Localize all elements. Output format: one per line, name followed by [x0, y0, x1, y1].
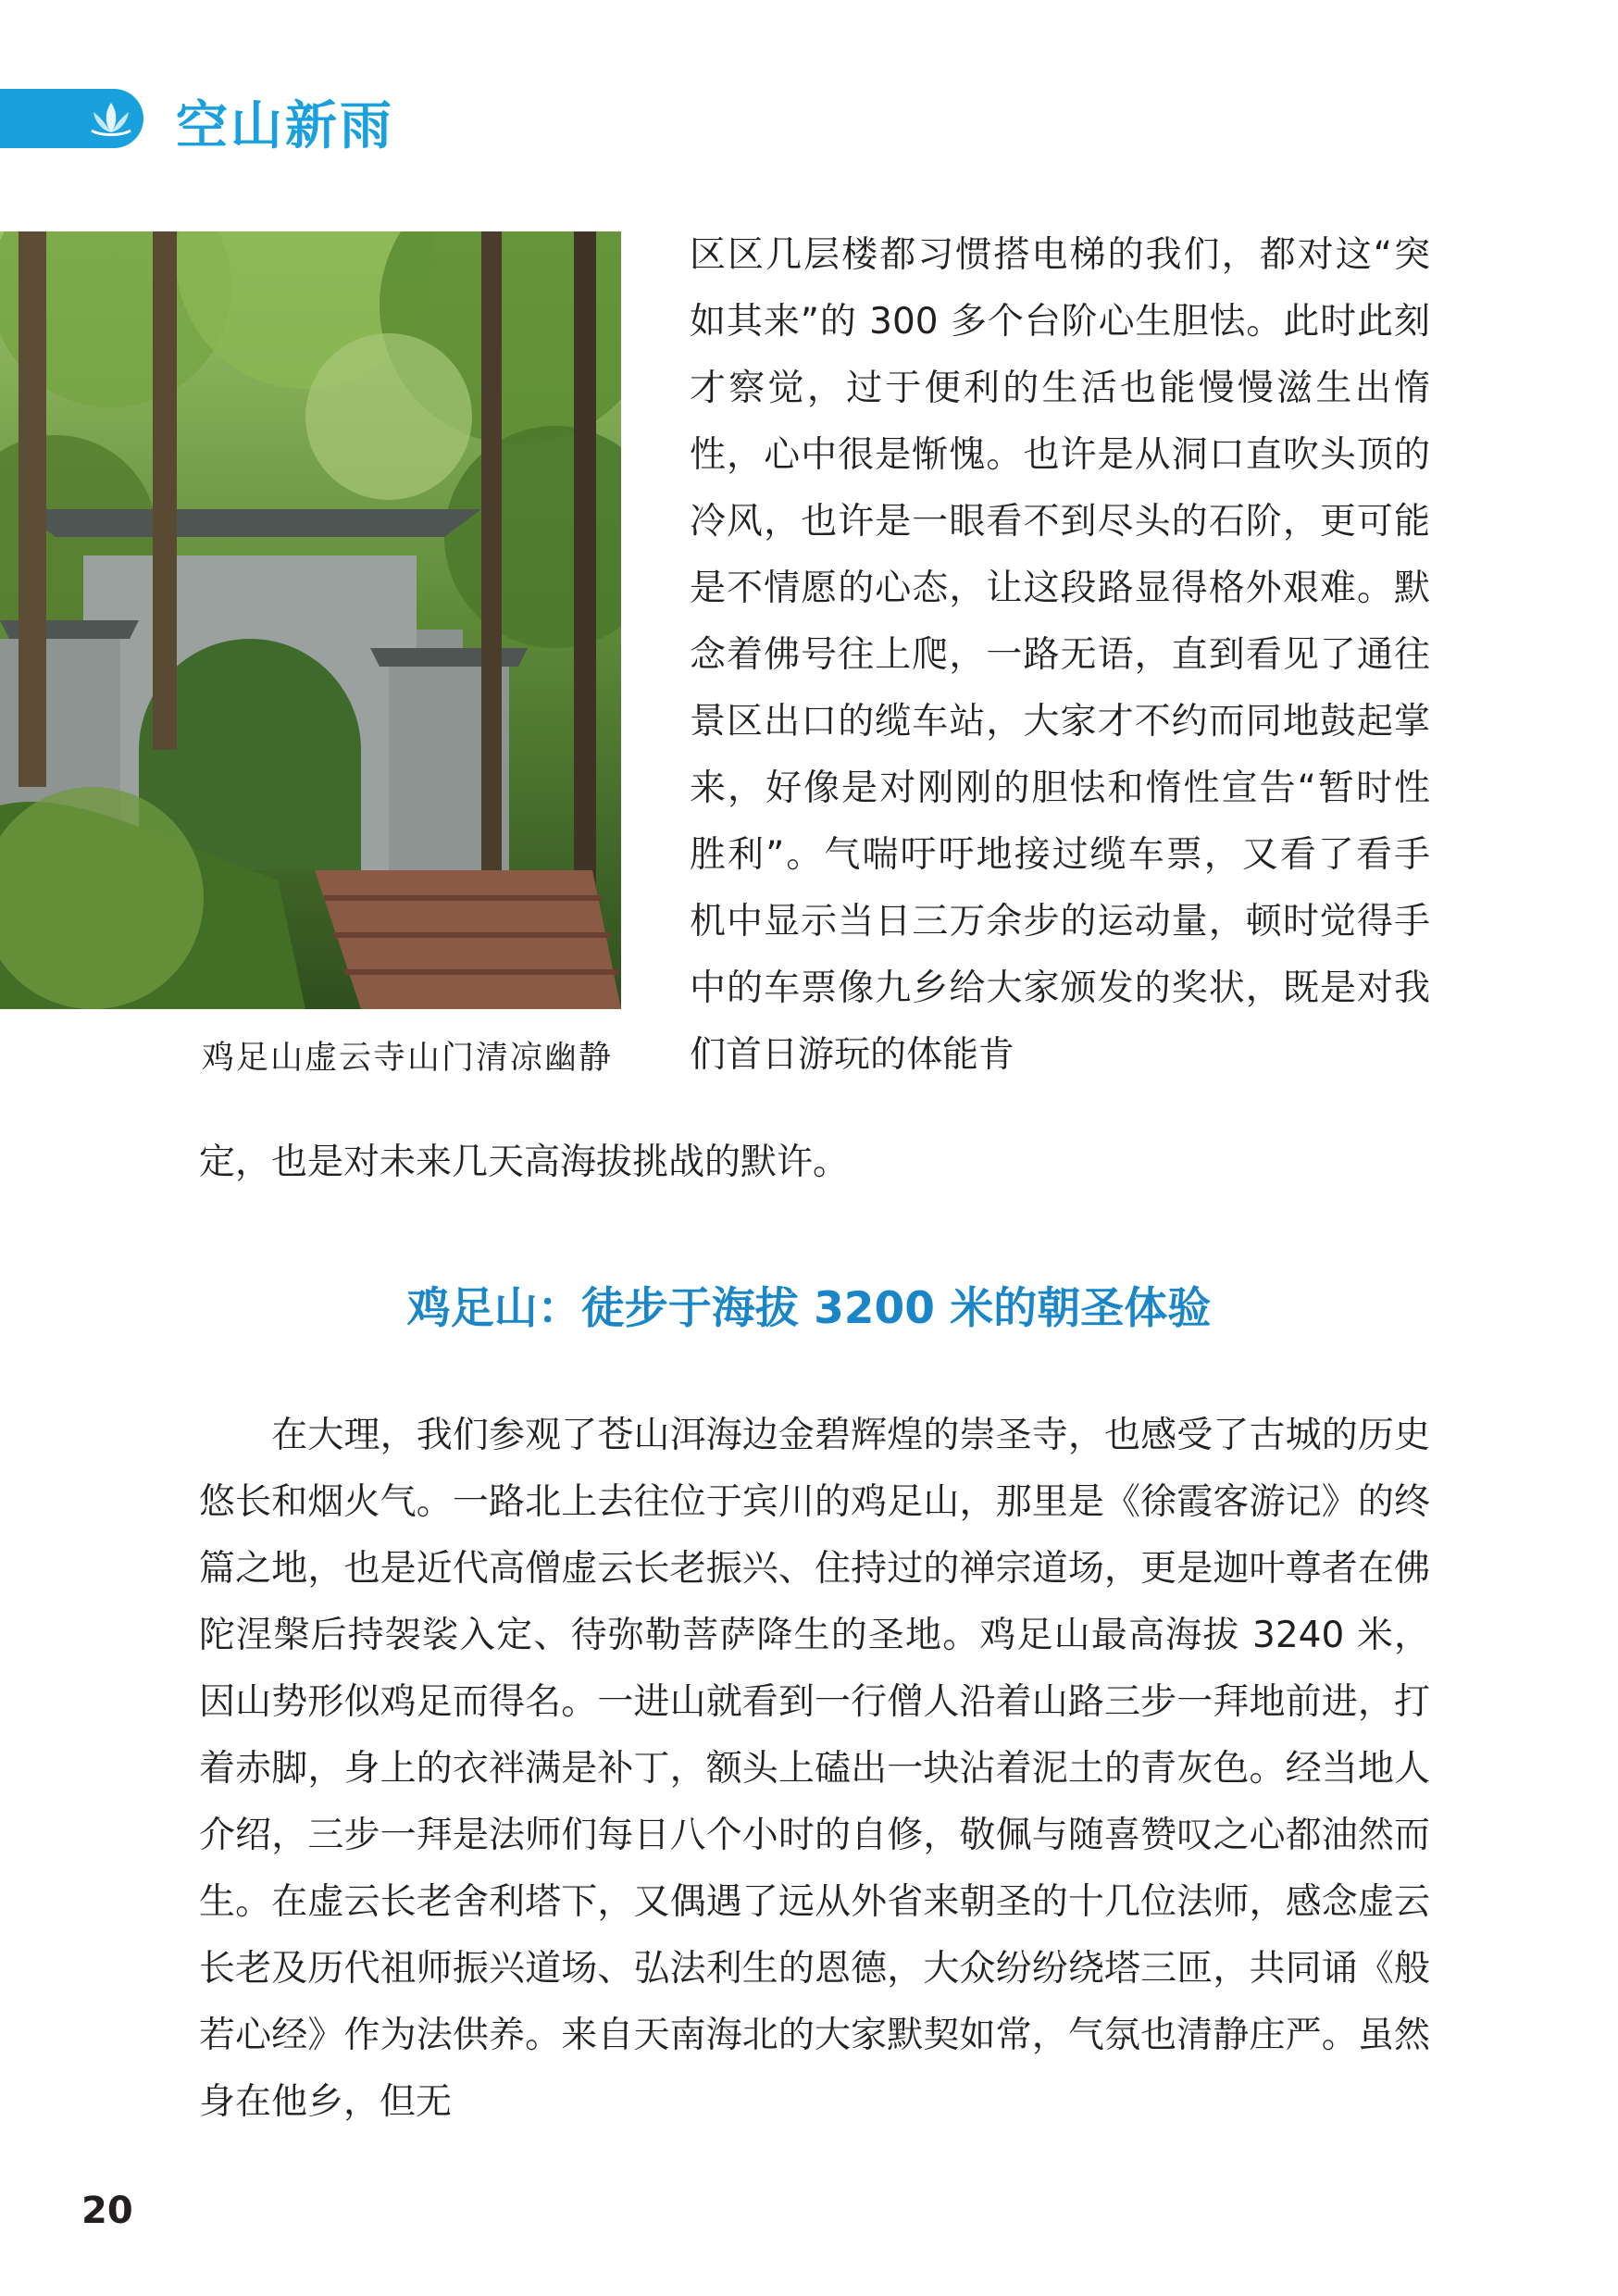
subheading: 鸡足山：徒步于海拔 3200 米的朝圣体验: [406, 1283, 1212, 1334]
body-paragraph-tail: 定，也是对未来几天高海拔挑战的默许。: [199, 1142, 850, 1183]
section-title: 空山新雨: [176, 96, 394, 156]
body-paragraph-main: 在大理，我们参观了苍山洱海边金碧辉煌的崇圣寺，也感受了古城的历史悠长和烟火气。一路北上去往位于宾川的鸡足山，那里是《徐霞客游记》的终篇之地，也是近代高僧虚云长老振兴、住持过的禅宗道场，更是迦叶尊者在佛陀涅槃后持袈裟入定、待弥勒菩萨降生的圣地。鸡足山最高海拔 3240 米，因山势形似鸡足而得名。一进山就看到一行僧人沿着山路三步一拜地前进，打着赤脚，身上的衣袢满是补丁，额头上磕出一块沾着泥土的青灰色。经当地人介绍，三步一拜是法师们每日八个小时的自修，敬佩与随喜赞叹之心都油然而生。在虚云长老舍利塔下，又偶遇了远从外省来朝圣的十几位法师，感念虚云长老及历代祖师振兴道场、弘法利生的恩德，大众纷纷绕塔三匝，共同诵《般若心经》作为法供养。来自天南海北的大家默契如常，气氛也清静庄严。虽然身在他乡，但无: [199, 1415, 1430, 2123]
lotus-icon: [88, 99, 134, 140]
page-number: 20: [81, 2190, 133, 2232]
temple-gate-photo: [0, 231, 621, 1009]
body-paragraph-column: 区区几层楼都习惯搭电梯的我们，都对这“突如其来”的 300 多个台阶心生胆怯。此时此刻才察觉，过于便利的生活也能慢慢滋生出惰性，心中很是惭愧。也许是从洞口直吹头顶的冷风，也许是一眼看不到尽头的石阶，更可能是不情愿的心态，让这段路显得格外艰难。默念着佛号往上爬，一路无语，直到看见了通往景区出口的缆车站，大家才不约而同地鼓起掌来，好像是对刚刚的胆怯和惰性宣告“暂时性胜利”。气喘吁吁地接过缆车票，又看了看手机中显示当日三万余步的运动量，顿时觉得手中的车票像九乡给大家颁发的奖状，既是对我们首日游玩的体能肯: [690, 234, 1430, 1076]
photo-caption: 鸡足山虚云寺山门清凉幽静: [202, 1040, 614, 1077]
